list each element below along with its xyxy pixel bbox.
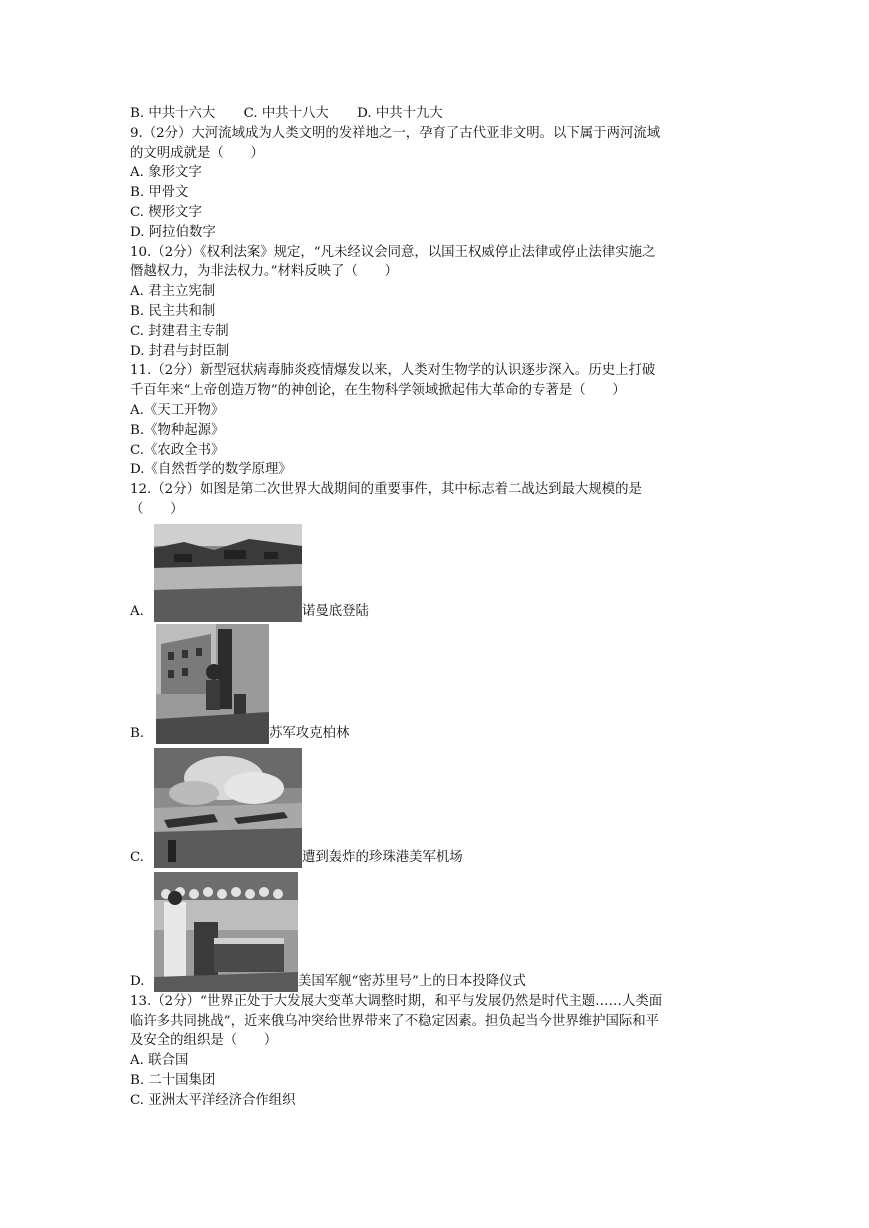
normandy-landing-photo bbox=[154, 524, 302, 622]
q11-option-d: D.《自然哲学的数学原理》 bbox=[130, 462, 292, 478]
q13-stem-line2: 临许多共同挑战”，近来俄乌冲突给世界带来了不稳定因素。担负起当今世界维护国际和平 bbox=[130, 1013, 660, 1029]
q12-option-a bbox=[130, 520, 742, 622]
q12-option-d-caption: 美国军舰“密苏里号”上的日本投降仪式 bbox=[298, 973, 526, 989]
q10-stem-line2: 僭越权力，为非法权力。”材料反映了（ ） bbox=[130, 264, 398, 280]
q10-option-a: A. 君主立宪制 bbox=[130, 284, 216, 300]
q12-option-c-letter: C. bbox=[130, 849, 145, 865]
q11-stem-line1: 11.（2分）新型冠状病毒肺炎疫情爆发以来，人类对生物学的认识逐步深入。历史上打破 bbox=[130, 363, 656, 379]
q11-option-c: C.《农政全书》 bbox=[130, 442, 225, 458]
q12-option-b bbox=[130, 622, 742, 744]
q12-option-c-caption: 遭到轰炸的珍珠港美军机场 bbox=[302, 849, 463, 865]
q9-option-c: C. 楔形文字 bbox=[130, 204, 202, 220]
q12-stem-line2: （ ） bbox=[130, 501, 184, 517]
q12-option-b-caption: 苏军攻克柏林 bbox=[269, 725, 350, 741]
q9-option-d: D. 阿拉伯数字 bbox=[130, 224, 216, 240]
q10-option-b: B. 民主共和制 bbox=[130, 303, 216, 319]
q13-option-b: B. 二十国集团 bbox=[130, 1072, 216, 1088]
q12-option-a-letter: A. bbox=[130, 603, 144, 619]
q13-option-c: C. 亚洲太平洋经济合作组织 bbox=[130, 1092, 296, 1108]
q12-option-d bbox=[130, 868, 742, 992]
q9-stem-line2: 的文明成就是（ ） bbox=[130, 145, 264, 161]
q13-stem-line3: 及安全的组织是（ ） bbox=[130, 1033, 278, 1049]
q11-option-a: A.《天工开物》 bbox=[130, 402, 225, 418]
q8-option-c: C. 中共十八大 bbox=[243, 106, 329, 121]
q11-option-b: B.《物种起源》 bbox=[130, 422, 225, 438]
q13-option-a: A. 联合国 bbox=[130, 1053, 189, 1069]
q9-stem-line1: 9.（2分）大河流域成为人类文明的发祥地之一，孕育了古代亚非文明。以下属于两河流域 bbox=[130, 125, 661, 141]
japan-surrender-missouri-photo bbox=[154, 872, 298, 992]
q9-option-b: B. 甲骨文 bbox=[130, 185, 189, 201]
q8-option-d: D. 中共十九大 bbox=[357, 106, 443, 121]
soviet-capture-berlin-photo bbox=[156, 624, 269, 744]
q12-option-d-letter: D. bbox=[130, 973, 145, 989]
q11-stem-line2: 千百年来“上帝创造万物”的神创论，在生物科学领域掀起伟大革命的专著是（ ） bbox=[130, 383, 626, 399]
q12-stem-line1: 12.（2分）如图是第二次世界大战期间的重要事件，其中标志着二战达到最大规模的是 bbox=[130, 482, 642, 498]
pearl-harbor-airfield-photo bbox=[154, 748, 302, 868]
q12-option-c bbox=[130, 744, 742, 868]
q10-option-d: D. 封君与封臣制 bbox=[130, 343, 230, 359]
q8-options-row bbox=[130, 104, 742, 124]
q12-option-b-letter: B. bbox=[130, 725, 145, 741]
q9-option-a: A. 象形文字 bbox=[130, 165, 202, 181]
exam-content bbox=[130, 104, 742, 1111]
q8-option-b: B. 中共十六大 bbox=[130, 106, 216, 121]
q10-stem-line1: 10.（2分）《权利法案》规定，“凡未经议会同意，以国王权威停止法律或停止法律实施之 bbox=[130, 244, 656, 260]
q12-option-a-caption: 诺曼底登陆 bbox=[302, 603, 369, 619]
q10-option-c: C. 封建君主专制 bbox=[130, 323, 229, 339]
q13-stem-line1: 13.（2分）“世界正处于大发展大变革大调整时期，和平与发展仍然是时代主题……人类面 bbox=[130, 993, 663, 1009]
